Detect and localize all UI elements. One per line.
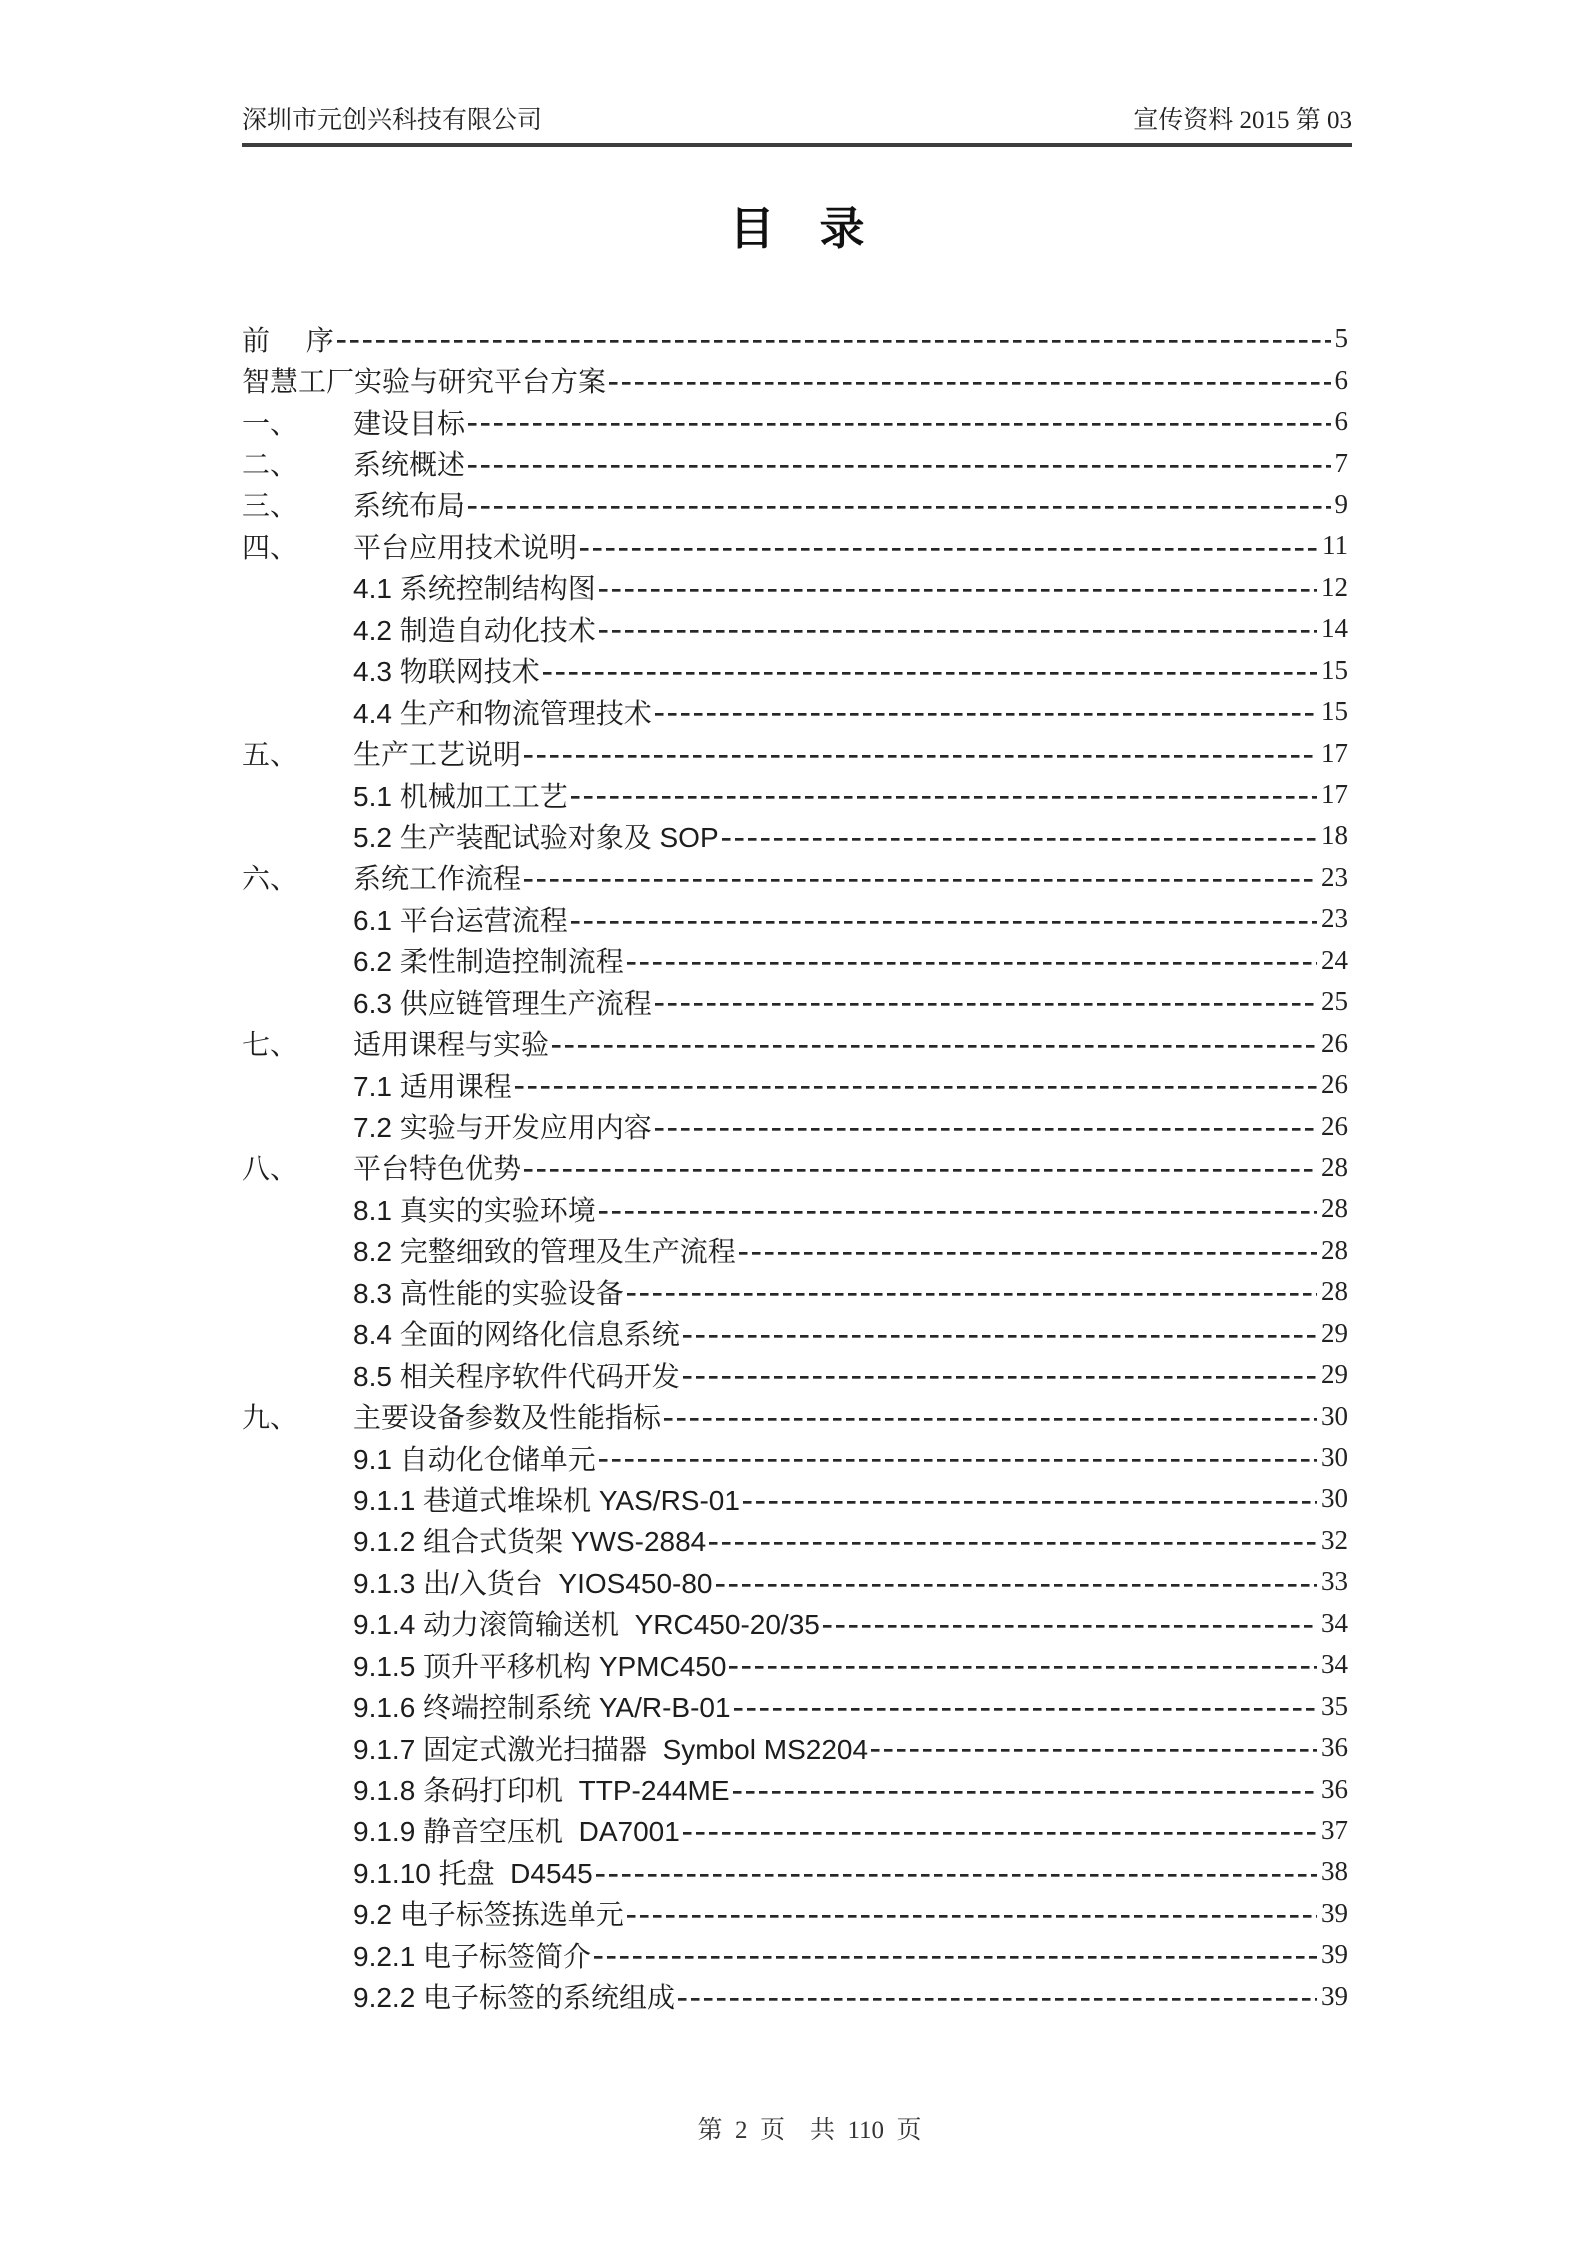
toc-page-number: 35 — [1321, 1690, 1348, 1721]
toc-entry-number: 二、 — [242, 449, 299, 481]
toc-entry — [242, 1064, 1348, 1105]
toc-entry — [242, 1354, 1348, 1395]
toc-entry-label: 9.1.2 组合式货架 YWS-2884 — [353, 1526, 707, 1558]
toc-entry — [242, 1395, 1348, 1436]
toc-entry-label: 9.1.1 巷道式堆垛机 YAS/RS-01 — [353, 1484, 740, 1516]
toc-entry-number: 六、 — [242, 863, 299, 895]
header-doc-reference: 宣传资料 2015 第 03 — [1133, 107, 1352, 134]
toc-page-number: 5 — [1334, 323, 1348, 354]
toc-entry-number: 五、 — [242, 739, 299, 771]
toc-entry — [242, 650, 1348, 691]
toc-entry — [242, 1976, 1348, 2017]
toc-page-number: 25 — [1321, 986, 1348, 1017]
toc-leader-dots — [683, 1313, 1317, 1354]
toc-entry-label: 9.1.4 动力滚筒输送机 YRC450-20/35 — [353, 1609, 820, 1641]
toc-page-number: 12 — [1321, 571, 1348, 602]
toc-entry-label: 9.1.9 静音空压机 DA7001 — [353, 1816, 680, 1848]
toc-page-number: 39 — [1321, 1980, 1348, 2011]
toc-leader-dots — [524, 857, 1317, 898]
toc-leader-dots — [678, 1976, 1317, 2017]
toc-entry — [242, 318, 1348, 359]
toc-leader-dots — [468, 442, 1330, 483]
toc-page-number: 7 — [1334, 447, 1348, 478]
toc-entry — [242, 774, 1348, 815]
toc-entry-label: 4.4 生产和物流管理技术 — [353, 697, 652, 729]
table-of-contents — [242, 318, 1348, 2017]
toc-entry — [242, 815, 1348, 856]
toc-entry-label: 系统工作流程 — [353, 863, 522, 895]
toc-leader-dots — [683, 1354, 1317, 1395]
toc-leader-dots — [543, 650, 1317, 691]
toc-page-number: 15 — [1321, 696, 1348, 727]
toc-page-number: 30 — [1321, 1483, 1348, 1514]
toc-entry — [242, 608, 1348, 649]
toc-page-number: 30 — [1321, 1442, 1348, 1473]
toc-entry-label: 生产工艺说明 — [353, 739, 522, 771]
toc-entry — [242, 1644, 1348, 1685]
toc-entry — [242, 1271, 1348, 1312]
toc-page-number: 28 — [1321, 1151, 1348, 1182]
toc-leader-dots — [655, 691, 1317, 732]
page-header — [242, 106, 1352, 147]
toc-entry — [242, 484, 1348, 525]
toc-page-number: 34 — [1321, 1649, 1348, 1680]
toc-entry-label: 前 序 — [242, 324, 334, 356]
toc-leader-dots — [664, 1395, 1317, 1436]
toc-entry — [242, 442, 1348, 483]
toc-page-number: 23 — [1321, 903, 1348, 934]
toc-page-number: 26 — [1321, 1027, 1348, 1058]
toc-leader-dots — [596, 1851, 1317, 1892]
toc-entry — [242, 1520, 1348, 1561]
toc-entry — [242, 1934, 1348, 1975]
toc-leader-dots — [599, 567, 1317, 608]
toc-page-number: 29 — [1321, 1359, 1348, 1390]
toc-leader-dots — [655, 981, 1317, 1022]
toc-leader-dots — [722, 815, 1317, 856]
toc-entry-label: 平台应用技术说明 — [353, 531, 578, 563]
footer-page-indicator: 第 2 页 共 110 页 — [697, 2117, 922, 2144]
toc-entry — [242, 1022, 1348, 1063]
toc-entry — [242, 1105, 1348, 1146]
toc-leader-dots — [627, 1271, 1317, 1312]
toc-page-number: 15 — [1321, 654, 1348, 685]
toc-entry-label: 适用课程与实验 — [353, 1029, 550, 1061]
toc-leader-dots — [871, 1727, 1317, 1768]
toc-entry — [242, 525, 1348, 566]
toc-entry — [242, 1188, 1348, 1229]
toc-entry-label: 系统布局 — [353, 490, 466, 522]
toc-page-number: 33 — [1321, 1566, 1348, 1597]
toc-entry-label: 8.5 相关程序软件代码开发 — [353, 1360, 680, 1392]
toc-entry — [242, 401, 1348, 442]
toc-entry-label: 5.2 生产装配试验对象及 SOP — [353, 821, 719, 853]
toc-entry-label: 4.1 系统控制结构图 — [353, 573, 596, 605]
toc-leader-dots — [515, 1064, 1317, 1105]
toc-entry — [242, 1230, 1348, 1271]
toc-page-number: 29 — [1321, 1317, 1348, 1348]
toc-entry — [242, 1437, 1348, 1478]
toc-entry-label: 6.1 平台运营流程 — [353, 904, 568, 936]
toc-entry-label: 9.1.10 托盘 D4545 — [353, 1857, 593, 1889]
toc-entry-label: 9.1 自动化仓储单元 — [353, 1443, 596, 1475]
toc-entry-number: 七、 — [242, 1029, 299, 1061]
toc-page-number: 14 — [1321, 613, 1348, 644]
toc-page-number: 24 — [1321, 944, 1348, 975]
toc-entry-label: 4.3 物联网技术 — [353, 656, 540, 688]
toc-entry-label: 9.1.3 出/入货台 YIOS450-80 — [353, 1567, 713, 1599]
toc-entry — [242, 1147, 1348, 1188]
toc-entry-label: 6.2 柔性制造控制流程 — [353, 946, 624, 978]
toc-entry — [242, 1478, 1348, 1519]
toc-page-number: 28 — [1321, 1234, 1348, 1265]
toc-entry-label: 7.2 实验与开发应用内容 — [353, 1112, 652, 1144]
toc-entry-label: 8.3 高性能的实验设备 — [353, 1277, 624, 1309]
toc-leader-dots — [524, 1147, 1317, 1188]
toc-entry-label: 9.1.6 终端控制系统 YA/R-B-01 — [353, 1692, 731, 1724]
toc-page-number: 37 — [1321, 1814, 1348, 1845]
toc-page-number: 28 — [1321, 1276, 1348, 1307]
header-company-name: 深圳市元创兴科技有限公司 — [242, 107, 543, 134]
toc-leader-dots — [627, 940, 1317, 981]
toc-leader-dots — [743, 1478, 1317, 1519]
toc-entry-label: 8.4 全面的网络化信息系统 — [353, 1319, 680, 1351]
toc-leader-dots — [729, 1644, 1317, 1685]
toc-entry — [242, 1893, 1348, 1934]
toc-page-number: 18 — [1321, 820, 1348, 851]
toc-page-number: 30 — [1321, 1400, 1348, 1431]
toc-leader-dots — [709, 1520, 1317, 1561]
toc-entry — [242, 857, 1348, 898]
toc-entry — [242, 691, 1348, 732]
toc-leader-dots — [599, 608, 1317, 649]
toc-page-number: 17 — [1321, 779, 1348, 810]
toc-entry-label: 9.2.2 电子标签的系统组成 — [353, 1982, 676, 2014]
toc-leader-dots — [580, 525, 1318, 566]
toc-leader-dots — [683, 1810, 1317, 1851]
toc-leader-dots — [599, 1188, 1317, 1229]
toc-leader-dots — [552, 1022, 1317, 1063]
toc-entry — [242, 1727, 1348, 1768]
toc-entry-number: 九、 — [242, 1402, 299, 1434]
toc-entry-label: 4.2 制造自动化技术 — [353, 614, 596, 646]
toc-entry-label: 5.1 机械加工工艺 — [353, 780, 568, 812]
toc-entry — [242, 981, 1348, 1022]
toc-page-number: 39 — [1321, 1939, 1348, 1970]
toc-entry-label: 智慧工厂实验与研究平台方案 — [242, 366, 607, 398]
toc-leader-dots — [734, 1685, 1317, 1726]
toc-leader-dots — [524, 732, 1317, 773]
toc-entry-label: 建设目标 — [353, 407, 466, 439]
toc-entry — [242, 1810, 1348, 1851]
toc-entry-label: 9.1.8 条码打印机 TTP-244ME — [353, 1775, 730, 1807]
toc-leader-dots — [594, 1934, 1317, 1975]
toc-entry-label: 8.2 完整细致的管理及生产流程 — [353, 1236, 736, 1268]
toc-entry-label: 6.3 供应链管理生产流程 — [353, 987, 652, 1019]
toc-entry — [242, 1313, 1348, 1354]
toc-entry-label: 9.1.7 固定式激光扫描器 Symbol MS2204 — [353, 1733, 869, 1765]
toc-entry-number: 四、 — [242, 531, 299, 563]
toc-page-number: 32 — [1321, 1524, 1348, 1555]
toc-page-number: 23 — [1321, 861, 1348, 892]
toc-page-number: 36 — [1321, 1732, 1348, 1763]
toc-entry — [242, 732, 1348, 773]
toc-leader-dots — [468, 401, 1330, 442]
toc-page-number: 38 — [1321, 1856, 1348, 1887]
toc-entry-number: 三、 — [242, 490, 299, 522]
toc-entry-number: 八、 — [242, 1153, 299, 1185]
toc-entry-label: 7.1 适用课程 — [353, 1070, 512, 1102]
toc-entry-label: 平台特色优势 — [353, 1153, 522, 1185]
toc-leader-dots — [337, 318, 1331, 359]
toc-entry — [242, 359, 1348, 400]
toc-entry-label: 9.2.1 电子标签简介 — [353, 1940, 592, 1972]
toc-page-number: 17 — [1321, 737, 1348, 768]
toc-leader-dots — [733, 1768, 1317, 1809]
toc-entry-label: 9.2 电子标签拣选单元 — [353, 1899, 624, 1931]
toc-entry — [242, 1685, 1348, 1726]
toc-leader-dots — [571, 774, 1317, 815]
toc-page-number: 28 — [1321, 1193, 1348, 1224]
toc-entry — [242, 898, 1348, 939]
toc-entry-label: 8.1 真实的实验环境 — [353, 1194, 596, 1226]
toc-entry — [242, 940, 1348, 981]
toc-leader-dots — [655, 1105, 1317, 1146]
toc-leader-dots — [599, 1437, 1317, 1478]
toc-page-number: 39 — [1321, 1897, 1348, 1928]
toc-entry-label: 9.1.5 顶升平移机构 YPMC450 — [353, 1650, 727, 1682]
toc-page-number: 6 — [1334, 364, 1348, 395]
toc-entry — [242, 1851, 1348, 1892]
toc-leader-dots — [468, 484, 1330, 525]
toc-page-number: 26 — [1321, 1069, 1348, 1100]
toc-entry-label: 主要设备参数及性能指标 — [353, 1402, 662, 1434]
toc-page-number: 36 — [1321, 1773, 1348, 1804]
toc-leader-dots — [571, 898, 1317, 939]
toc-entry — [242, 1561, 1348, 1602]
toc-page-number: 9 — [1334, 488, 1348, 519]
toc-leader-dots — [823, 1603, 1317, 1644]
toc-page-number: 34 — [1321, 1607, 1348, 1638]
toc-leader-dots — [739, 1230, 1317, 1271]
toc-entry — [242, 1603, 1348, 1644]
page-title: 目 录 — [729, 203, 865, 254]
toc-leader-dots — [609, 359, 1330, 400]
toc-page-number: 6 — [1334, 406, 1348, 437]
toc-entry — [242, 567, 1348, 608]
toc-leader-dots — [716, 1561, 1318, 1602]
page-footer — [242, 2082, 1352, 2174]
toc-page-number: 26 — [1321, 1110, 1348, 1141]
toc-leader-dots — [627, 1893, 1317, 1934]
toc-entry-number: 一、 — [242, 407, 299, 439]
toc-entry — [242, 1768, 1348, 1809]
toc-entry-label: 系统概述 — [353, 449, 466, 481]
toc-page-number: 11 — [1322, 530, 1348, 561]
